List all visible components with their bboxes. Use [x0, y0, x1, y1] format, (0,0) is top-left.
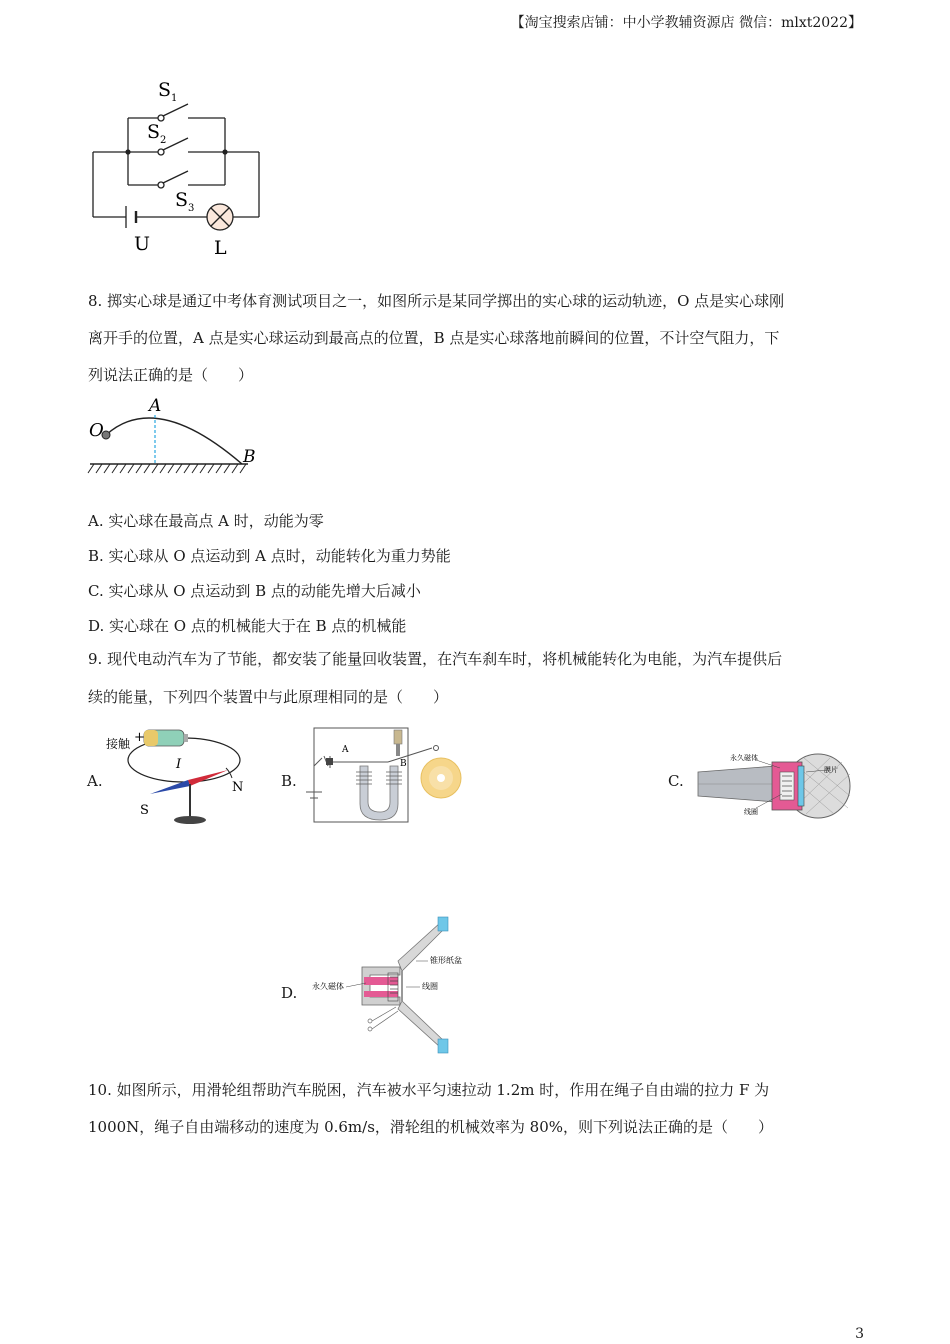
q8-line2: 离开手的位置，A 点是实心球运动到最高点的位置，B 点是实心球落地前瞬间的位置，不计空气阻力，下: [88, 329, 780, 347]
current-label: I: [176, 757, 182, 772]
svg-text:膜片: 膜片: [824, 766, 838, 774]
cone-top-icon: [438, 917, 448, 931]
q10-line2: 1000N，绳子自由端移动的速度为 0.6m/s，滑轮组的机械效率为 80%，则下列说法正确的是（ ）: [88, 1118, 774, 1136]
switch-s2-label: $S_2$: [147, 121, 167, 146]
q8-option-a: A. 实心球在最高点 A 时，动能为零: [88, 512, 324, 530]
contact-point-icon: [326, 758, 333, 765]
microphone-figure: [696, 748, 856, 824]
loudspeaker-figure: [310, 915, 470, 1057]
svg-text:+: +: [134, 730, 145, 745]
trajectory-figure: [86, 394, 266, 478]
q9-fig-b-label: B.: [281, 772, 297, 790]
point-o-label: O: [89, 420, 104, 441]
contact-label: 接触: [106, 737, 131, 751]
q9-fig-a-label: A.: [87, 772, 103, 790]
q9-fig-d-label: D.: [281, 984, 298, 1002]
svg-text:线圈: 线圈: [744, 808, 758, 816]
svg-text:A: A: [342, 745, 349, 755]
lamp-label: L: [214, 237, 227, 259]
page-number: 3: [855, 1326, 864, 1342]
q8-option-b: B. 实心球从 O 点运动到 A 点时，动能转化为重力势能: [88, 547, 451, 565]
u-magnet-icon: [360, 766, 398, 820]
q9-line1: 9. 现代电动汽车为了节能，都安装了能量回收装置，在汽车刹车时，将机械能转化为电能，为汽车提供后: [88, 650, 783, 668]
switch-s3-label: $S_3$: [175, 189, 195, 214]
svg-text:永久磁体: 永久磁体: [312, 982, 344, 991]
q9-line2: 续的能量，下列四个装置中与此原理相同的是（ ）: [88, 688, 449, 706]
switch-s1-label: $S_1$: [158, 79, 178, 104]
svg-text:线圈: 线圈: [422, 982, 438, 991]
q8-line1: 8. 掷实心球是通辽中考体育测试项目之一，如图所示是某同学掷出的实心球的运动轨迹，O 点是实心球刚: [88, 292, 785, 310]
battery-icon: [144, 730, 188, 746]
north-label: N: [232, 780, 244, 795]
svg-text:B: B: [400, 759, 407, 769]
electric-bell-figure: [300, 722, 470, 826]
oersted-figure: [104, 722, 244, 830]
svg-text:永久磁体: 永久磁体: [730, 754, 758, 762]
point-a-label: A: [149, 396, 162, 416]
source-label: U: [134, 233, 151, 255]
q8-line3: 列说法正确的是（ ）: [88, 366, 254, 384]
page-header: 【淘宝搜索店铺：中小学教辅资源店 微信：mlxt2022】: [510, 15, 862, 31]
lamp-icon: [207, 204, 233, 230]
circuit-diagram: [80, 78, 280, 260]
q8-option-c: C. 实心球从 O 点运动到 B 点的动能先增大后减小: [88, 582, 421, 600]
svg-text:锥形纸盆: 锥形纸盆: [430, 956, 462, 965]
q8-option-d: D. 实心球在 O 点的机械能大于在 B 点的机械能: [88, 617, 407, 635]
south-label: S: [140, 803, 149, 818]
q10-line1: 10. 如图所示，用滑轮组帮助汽车脱困，汽车被水平匀速拉动 1.2m 时，作用在绳子自由端的拉力 F 为: [88, 1081, 770, 1099]
q9-fig-c-label: C.: [668, 772, 684, 790]
cone-bottom-icon: [438, 1039, 448, 1053]
point-b-label: B: [243, 447, 256, 467]
